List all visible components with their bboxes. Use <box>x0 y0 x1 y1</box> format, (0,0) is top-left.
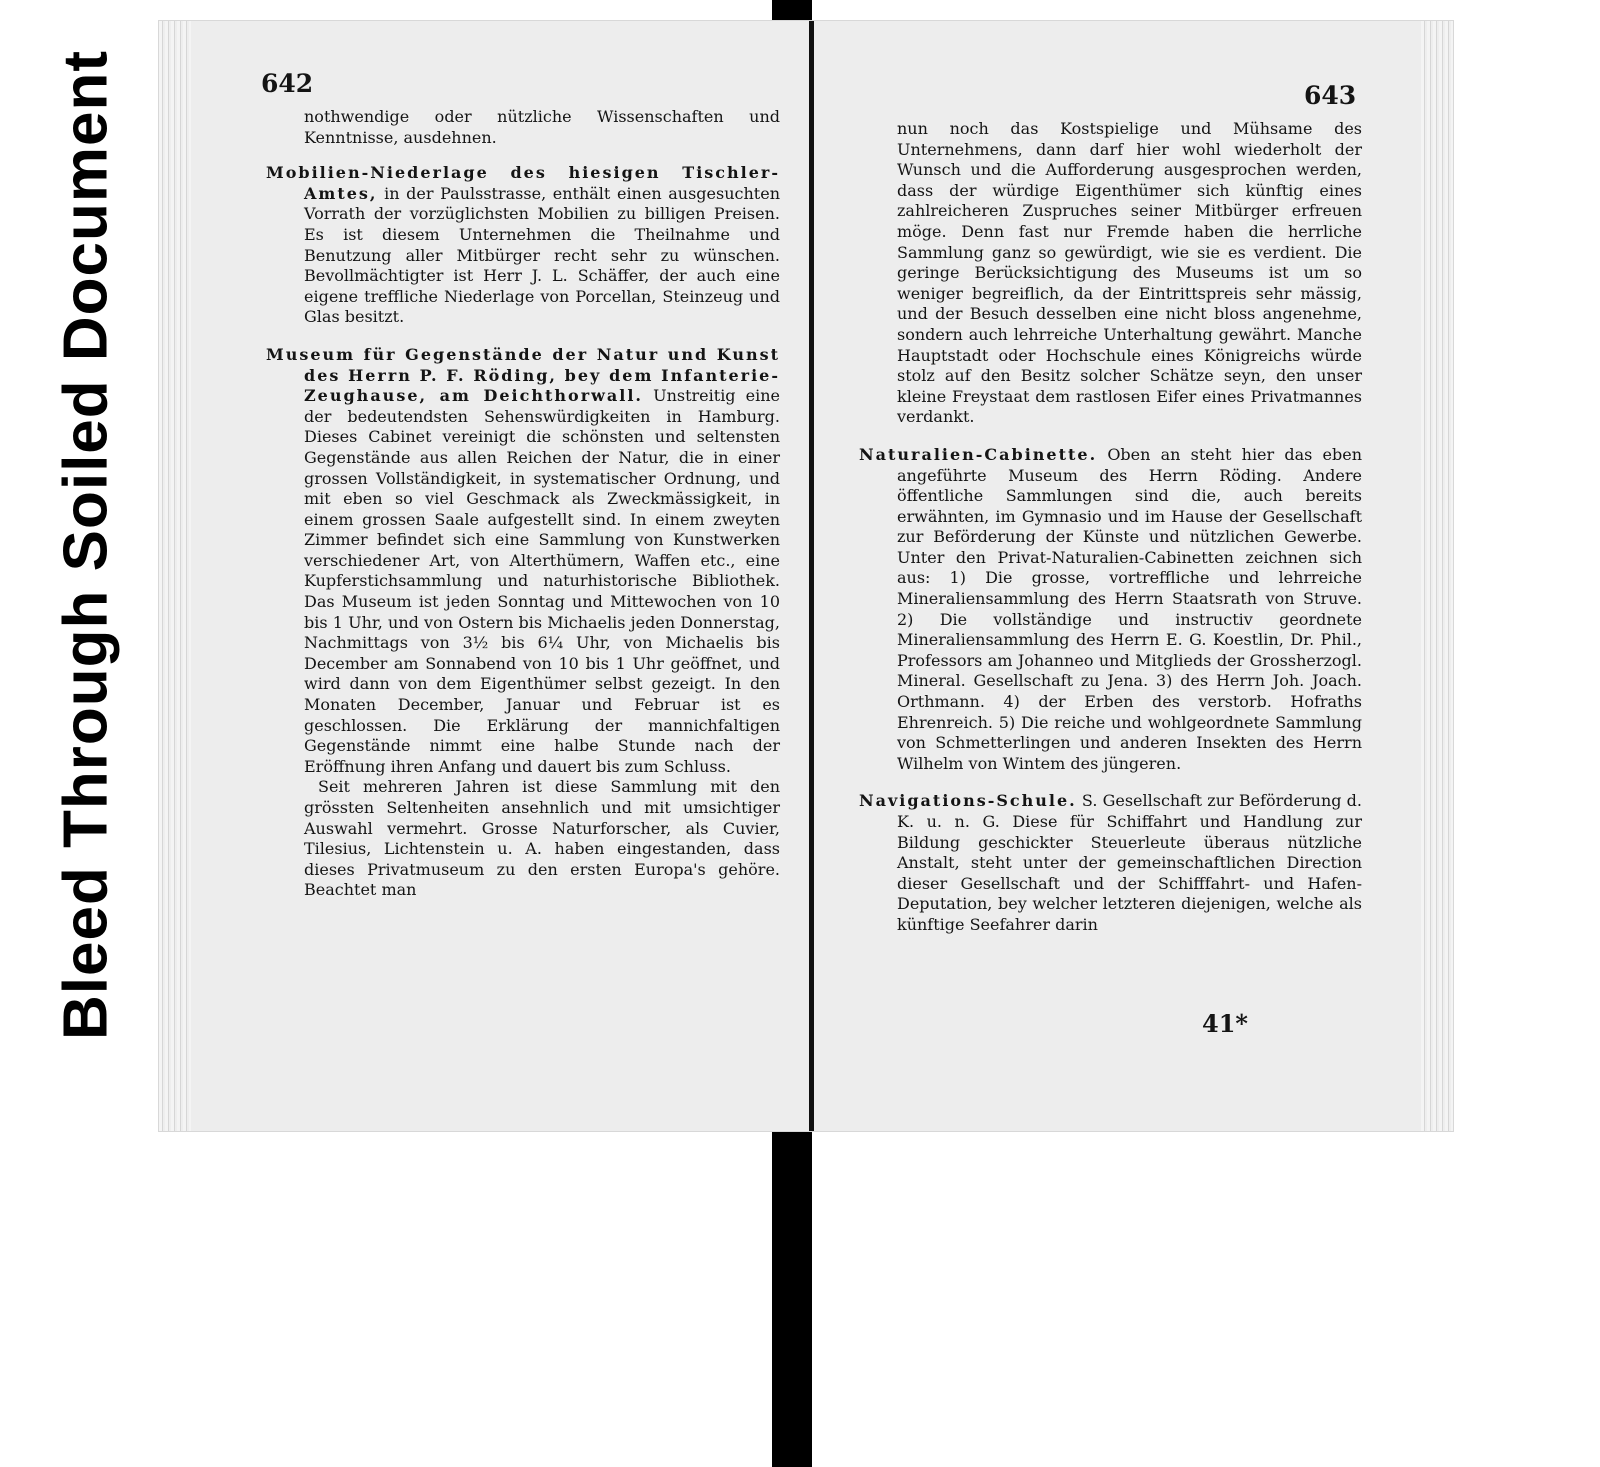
binding-strip-top <box>772 0 812 22</box>
entry-body: in der Paulsstrasse, enthält einen ausgesuchten Vorrath der vorzüglichsten Mobilien zu billigen Preisen. Es ist diesem Unternehmen die Theilnahme und Benutzung aller Mitbürger recht sehr zu wünschen. Bevollmächtigter ist Herr J. L. Schäffer, der auch eine eigene treffliche Niederlage von Porcellan, Steinzeug und Glas besitzt. <box>304 183 780 327</box>
entry-mobilien-niederlage <box>266 163 780 328</box>
entry-naturalien-cabinette <box>859 445 1362 775</box>
left-text-column <box>266 107 780 901</box>
entry-navigations-schule <box>859 791 1362 935</box>
continuation-text: nun noch das Kostspielige und Mühsame des Unternehmens, dann darf hier wohl wiederholt der Wunsch und die Aufforderung ausgesprochen werden, dass der würdige Eigenthümer sich künftig eines zahlreicheren Zuspruches seiner Mitbürger erfreuen möge. Denn fast nur Fremde haben die herrliche Sammlung ganz so gewürdigt, wie sie es verdient. Die geringe Berücksichtigung des Museums ist um so weniger begreiflich, da der Eintrittspreis sehr mässig, und der Besuch desselben eine nicht bloss angenehme, sondern auch lehrreiche Unterhaltung gewährt. Manche Hauptstadt oder Hochschule eines Königreichs würde stolz auf den Besitz solcher Schätze seyn, den unser kleine Freystaat dem rastlosen Eifer eines Privatmannes verdankt. <box>897 119 1362 427</box>
signature-mark: 41* <box>1202 1009 1248 1038</box>
right-page-edge <box>1421 21 1453 1131</box>
entry-heading: Mobilien-Niederlage des hiesigen Tischler-Amtes, <box>266 163 780 203</box>
page-number-right: 643 <box>1304 81 1357 110</box>
entry-heading: Museum für Gegenstände der Natur und Kunst des Herrn P. F. Röding, bey dem Infanterie-Zeughause, am Deichthorwall. <box>266 344 780 406</box>
entry-body: S. Gesellschaft zur Beförderung d. K. u. n. G. Diese für Schiffahrt und Handlung zur Bildung geschickter Steuerleute überaus nützliche Anstalt, steht unter der gemeinschaftlichen Direction dieser Gesellschaft und der Schifffahrt- und Hafen-Deputation, bey welcher letzteren diejenigen, welche als künftige Seefahrer darin <box>897 791 1362 934</box>
bleed-through-stamp <box>48 40 124 1050</box>
stamp-label: Bleed Through Soiled Document <box>51 49 121 1041</box>
page-number-left: 642 <box>261 69 314 98</box>
binding-strip-bottom <box>772 1130 812 1467</box>
entry-body: Oben an steht hier das eben angeführte Museum des Herrn Röding. Andere öffentliche Sammlungen sind die, auch bereits erwähnten, im Gymnasio und im Hause der Gesellschaft zur Beförderung der Künste und nützlichen Gewerbe. Unter den Privat-Naturalien-Cabinetten zeichnen sich aus: 1) Die grosse, vortreffliche und lehrreiche Mineraliensammlung des Herrn Staatsrath von Struve. 2) Die vollständige und instructiv geordnete Mineraliensammlung des Herrn E. G. Koestlin, Dr. Phil., Professors am Johanneo und Mitglieds der Grossherzogl. Mineral. Gesellschaft zu Jena. 3) des Herrn Joh. Joach. Orthmann. 4) der Erben des verstorb. Hofraths Ehrenreich. 5) Die reiche und wohlgeordnete Sammlung von Schmetterlingen und anderen Insekten des Herrn Wilhelm von Wintem des jüngeren. <box>897 444 1362 773</box>
entry-museum <box>266 345 780 777</box>
right-text-column <box>859 119 1362 953</box>
entry-body: Unstreitig eine der bedeutendsten Sehenswürdigkeiten in Hamburg. Dieses Cabinet vereinigt die schönsten und seltensten Gegenstände aus allen Reichen der Natur, die in einer grossen Vollständigkeit, in systematischer Ordnung, und mit eben so viel Geschmack als Zweckmässigkeit, in einem grossen Saale aufgestellt sind. In einem zweyten Zimmer befindet sich eine Sammlung von Kunstwerken verschiedener Art, von Alterthümern, Waffen etc., eine Kupferstichsammlung und naturhistorische Bibliothek. Das Museum ist jeden Sonntag und Mittewochen von 10 bis 1 Uhr, und von Ostern bis Michaelis jeden Donnerstag, Nachmittags von 3½ bis 6¼ Uhr, von Michaelis bis December am Sonnabend von 10 bis 1 Uhr geöffnet, und wird dann von dem Eigenthümer selbst gezeigt. In den Monaten December, Januar und Februar ist es geschlossen. Die Erklärung der mannichfaltigen Gegenstände nimmt eine halbe Stunde nach der Eröffnung ihren Anfang und dauert bis zum Schluss. <box>304 386 780 776</box>
closing-paragraph: Seit mehreren Jahren ist diese Sammlung mit den grössten Seltenheiten ansehnlich und mit umsichtiger Auswahl vermehrt. Grosse Naturforscher, als Cuvier, Tilesius, Lichtenstein u. A. haben eingestanden, dass dieses Privatmuseum zu den ersten Europa's gehöre. Beachtet man <box>304 777 780 900</box>
book-spread <box>158 20 1454 1132</box>
continuation-text: nothwendige oder nützliche Wissenschaften und Kenntnisse, ausdehnen. <box>304 107 780 147</box>
entry-heading: Navigations-Schule. <box>859 791 1077 811</box>
right-page <box>814 21 1421 1131</box>
left-page-edge <box>159 21 191 1131</box>
left-page <box>191 21 809 1131</box>
entry-heading: Naturalien-Cabinette. <box>859 444 1098 464</box>
